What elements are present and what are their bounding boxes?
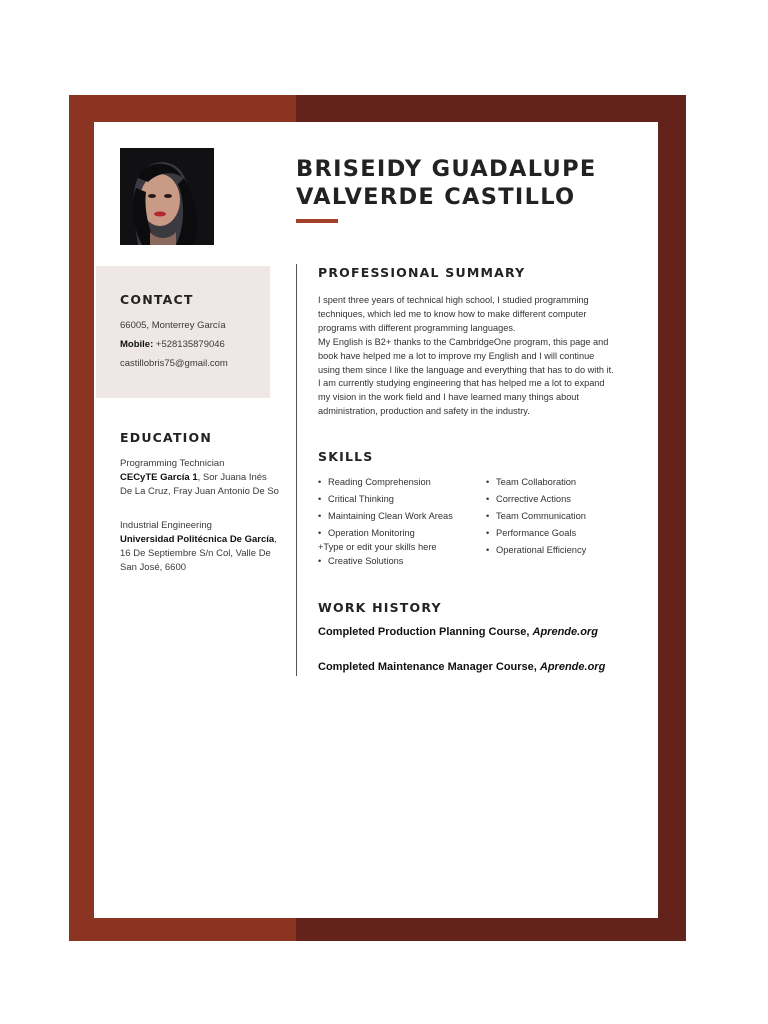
summary-text <box>318 294 638 419</box>
summary-line: programs with different programming languages. <box>318 322 516 333</box>
summary-line: administration, production and safety in the industry. <box>318 406 530 417</box>
skill-item: • Operational Efficiency <box>486 545 587 555</box>
education-entry <box>120 519 280 575</box>
name-line-2: VALVERDE CASTILLO <box>296 184 576 210</box>
skills-extra-list <box>318 553 403 570</box>
skills-heading: SKILLS <box>318 449 374 464</box>
skill-item: • Performance Goals <box>486 528 577 538</box>
summary-heading: PROFESSIONAL SUMMARY <box>318 265 526 280</box>
education-school: CECyTE García 1 <box>120 472 198 483</box>
contact-mobile <box>120 338 225 352</box>
skill-item: • Team Communication <box>486 511 586 521</box>
skill-item: • Operation Monitoring <box>318 528 415 538</box>
education-location: , Sor Juana Inés De La Cruz, Fray Juan Antonio De So <box>120 472 279 497</box>
skill-item: • Reading Comprehension <box>318 477 431 487</box>
work-item: Completed Production Planning Course, Aprende.org <box>318 626 598 638</box>
skill-item: • Team Collaboration <box>486 477 577 487</box>
summary-line: I spent three years of technical high school, I studied programming <box>318 295 589 305</box>
name-underline <box>296 219 338 223</box>
skill-item: • Critical Thinking <box>318 494 394 504</box>
mobile-value: +528135879046 <box>155 339 225 350</box>
skills-right-list <box>486 474 586 559</box>
contact-address: 66005, Monterrey García <box>120 320 226 331</box>
skill-item: • Corrective Actions <box>486 494 571 504</box>
education-school: Universidad Politécnica De García <box>120 534 275 545</box>
work-history-heading: WORK HISTORY <box>318 600 442 615</box>
contact-heading: CONTACT <box>120 292 194 307</box>
candidate-name <box>296 155 656 211</box>
summary-line: I am currently studying engineering that has helped me a lot to expand <box>318 378 605 389</box>
skills-left-list <box>318 474 453 542</box>
name-line-1: BRISEIDY GUADALUPE <box>296 156 597 182</box>
summary-line: using them since I like the language and everything that has to do with it. <box>318 364 614 375</box>
work-item: Completed Maintenance Manager Course, Aprende.org <box>318 661 606 673</box>
mobile-label: Mobile: <box>120 339 154 350</box>
skill-item: • Creative Solutions <box>318 556 404 566</box>
education-degree: Industrial Engineering <box>120 520 212 531</box>
summary-line: book have helped me a lot to improve my English and I will continue <box>318 350 595 361</box>
education-degree: Programming Technician <box>120 458 225 469</box>
skill-item: • Maintaining Clean Work Areas <box>318 511 453 521</box>
summary-line: my vision in the work field and I have learned many things about <box>318 392 579 403</box>
education-entry <box>120 457 280 499</box>
contact-email: castillobris75@gmail.com <box>120 358 228 369</box>
profile-photo <box>120 148 214 245</box>
education-location: , 16 De Septiembre S/n Col, Valle De San José, 6600 <box>120 534 277 573</box>
column-divider <box>296 264 297 676</box>
education-heading: EDUCATION <box>120 430 213 445</box>
summary-line: My English is B2+ thanks to the CambridgeOne program, this page and <box>318 336 609 347</box>
summary-line: techniques, which led me to know how to make different computer <box>318 308 587 319</box>
skills-note: +Type or edit your skills here <box>318 542 437 552</box>
